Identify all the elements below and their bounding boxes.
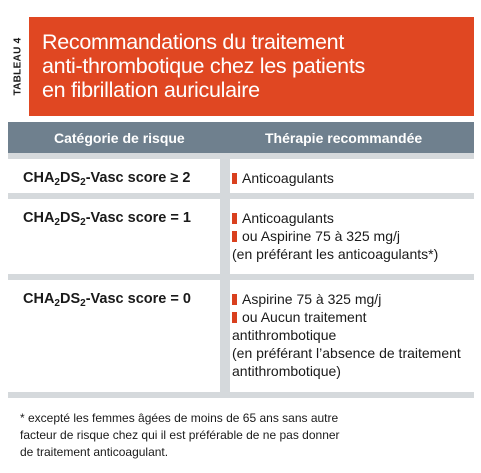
table-row	[8, 199, 474, 274]
therapy-line: antithrombotique)	[232, 363, 341, 379]
therapy-line: (en préférant l’absence de traitement	[232, 345, 461, 361]
tab-label-box	[8, 17, 29, 116]
risk-category: $CHA_2DS_2$-Vasc score = 0	[23, 291, 191, 309]
recommended-therapy	[232, 169, 468, 187]
footnote	[8, 398, 474, 467]
header-therapy: Thérapie recommandée	[265, 130, 423, 146]
therapy-line: antithrombotique	[232, 327, 337, 343]
bullet-marker	[232, 213, 237, 224]
bullet-marker	[232, 294, 237, 305]
therapy-line: Anticoagulants	[242, 170, 334, 186]
footnote-line: facteur de risque chez qui il est préférable de ne pas donner	[20, 428, 340, 442]
table-row	[8, 159, 474, 193]
recommended-therapy	[232, 209, 468, 263]
table-title	[42, 30, 462, 102]
bullet-marker	[232, 173, 237, 184]
footnote-line: de traitement anticoagulant.	[20, 445, 169, 459]
footnote-line: * excepté les femmes âgées de moins de 65 ans sans autre	[20, 411, 339, 425]
therapy-line: (en préférant les anticoagulants*)	[232, 246, 439, 262]
table-head	[8, 122, 474, 153]
therapy-line: ou Aspirine 75 à 325 mg/j	[242, 228, 400, 244]
risk-category: $CHA_2DS_2$-Vasc score ≥ 2	[23, 170, 191, 188]
column-divider	[220, 159, 230, 193]
table-header-banner	[8, 17, 474, 116]
header-category: Catégorie de risque	[54, 130, 185, 146]
recommended-therapy	[232, 290, 468, 380]
bullet-marker	[232, 231, 237, 242]
title-line: en fibrillation auriculaire	[42, 78, 260, 102]
title-line: anti-thrombotique chez les patients	[42, 54, 365, 78]
column-divider	[220, 280, 230, 392]
title-line: Recommandations du traitement	[42, 30, 345, 54]
risk-category: $CHA_2DS_2$-Vasc score = 1	[23, 210, 191, 228]
therapy-line: ou Aucun traitement	[242, 309, 367, 325]
recommendation-table	[8, 122, 474, 467]
column-divider	[220, 199, 230, 274]
bullet-marker	[232, 312, 237, 323]
table-row	[8, 280, 474, 392]
table-panel	[8, 9, 474, 467]
therapy-line: Aspirine 75 à 325 mg/j	[242, 291, 382, 307]
therapy-line: Anticoagulants	[242, 210, 334, 226]
tab-label: TABLEAU 4	[13, 37, 25, 96]
